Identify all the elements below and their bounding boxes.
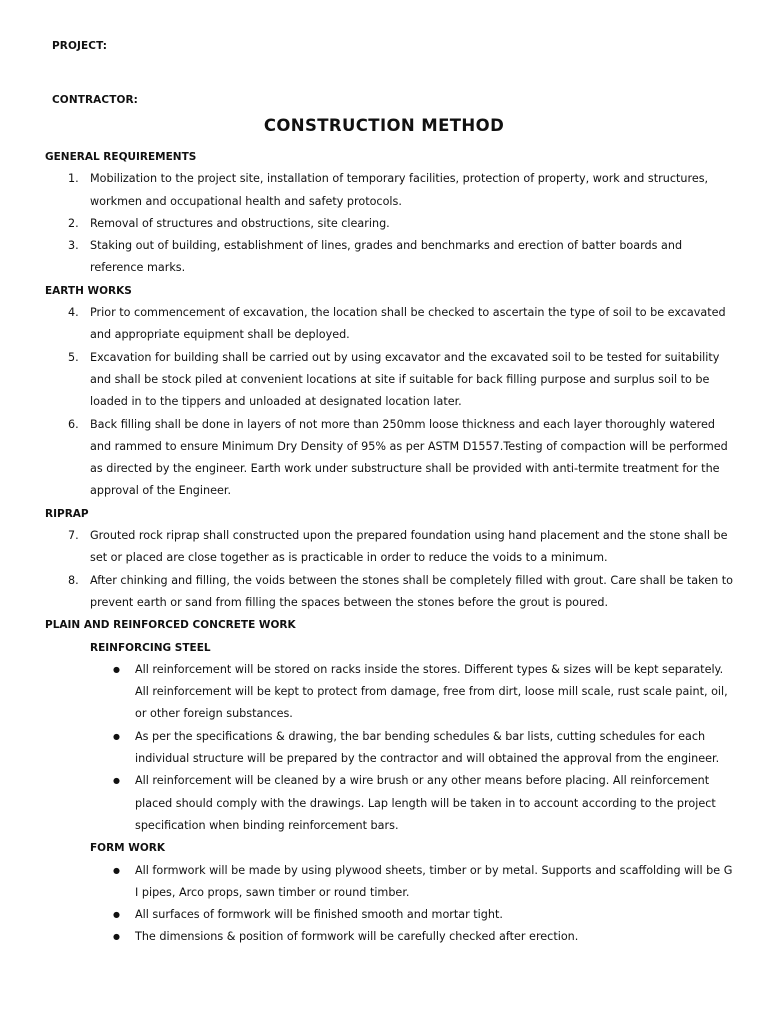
item-number: 2. [68,216,79,230]
bullet-icon: ● [113,865,120,875]
section-heading-riprap: RIPRAP [45,507,89,520]
item-number: 6. [68,417,79,431]
item-text: After chinking and filling, the voids between the stones shall be completely filled with grout. Care shall be taken to prevent earth or sand from filling the spaces between the stones before the grout is poured. [90,573,733,609]
bullet-item [45,926,735,948]
item-text: The dimensions & position of formwork will be carefully checked after erection. [135,930,579,944]
bullet-item [45,770,735,837]
item-text: Back filling shall be done in layers of not more than 250mm loose thickness and each layer thoroughly watered and rammed to ensure Minimum Dry Density of 95% as per ASTM D1557.Testing of compaction will be performed as directed by the engineer. Earth work under substructure shall be provided with anti-termite treatment for the approval of the Engineer. [90,417,728,498]
item-number: 3. [68,239,79,253]
item-text: All reinforcement will be stored on racks inside the stores. Different types & sizes will be kept separately. All reinforcement will be kept to protect from damage, free from dirt, loose mill scale, rust scale paint, oil, or other foreign substances. [135,662,728,721]
item-text: All surfaces of formwork will be finished smooth and mortar tight. [135,908,503,922]
bullet-icon: ● [113,776,120,786]
item-number: 4. [68,306,79,320]
numbered-item [45,168,735,213]
bullet-item [45,659,735,726]
numbered-item [45,347,735,414]
bullet-icon: ● [113,731,120,741]
item-text: Staking out of building, establishment of lines, grades and benchmarks and erection of batter boards and reference marks. [90,239,683,275]
item-text: As per the specifications & drawing, the bar bending schedules & bar lists, cutting schedules for each individual structure will be prepared by the contractor and will obtained the approval from the engineer. [135,729,720,766]
numbered-item [45,570,735,615]
section-heading-earth-works: EARTH WORKS [45,284,132,297]
bullet-icon: ● [113,664,120,674]
numbered-item [45,235,735,280]
bullet-item [45,860,735,905]
item-text: Removal of structures and obstructions, site clearing. [90,216,390,230]
section-heading-general-requirements: GENERAL REQUIREMENTS [45,151,197,163]
item-text: All formwork will be made by using plywood sheets, timber or by metal. Supports and scaffolding will be G I pipes, Arco props, sawn timber or round timber. [135,863,733,899]
item-text: Grouted rock riprap shall constructed upon the prepared foundation using hand placement and the stone shall be set or placed are close together as is practicable in order to reduce the voids to a minimum. [90,529,728,565]
document-title: CONSTRUCTION METHOD [263,116,505,135]
item-text: All reinforcement will be cleaned by a wire brush or any other means before placing. All reinforcement placed should comply with the drawings. Lap length will be taken in to account according to the project specification when binding reinforcement bars. [135,774,716,832]
bullet-icon: ● [113,910,120,920]
document-body [45,146,735,949]
project-label: PROJECT: [52,40,108,52]
bullet-item [45,726,735,771]
bullet-item [45,904,735,926]
numbered-item [45,302,735,347]
bullet-icon: ● [113,932,120,942]
item-number: 1. [68,172,79,186]
section-heading-concrete-work: PLAIN AND REINFORCED CONCRETE WORK [45,619,296,632]
numbered-item [45,213,735,235]
item-number: 5. [68,350,79,364]
item-number: 8. [68,573,79,587]
subsection-heading-form-work: FORM WORK [90,842,166,855]
item-number: 7. [68,529,79,543]
subsection-heading-reinforcing-steel: REINFORCING STEEL [90,641,211,654]
numbered-item [45,414,735,503]
item-text: Excavation for building shall be carried out by using excavator and the excavated soil to be tested for suitability and shall be stock piled at convenient locations at site if suitable for back filling purpose and surplus soil to be loaded in to the tippers and unloaded at designated location later. [90,350,720,409]
contractor-label: CONTRACTOR: [52,94,138,106]
numbered-item [45,525,735,570]
item-text: Prior to commencement of excavation, the location shall be checked to ascertain the type of soil to be excavated and appropriate equipment shall be deployed. [90,306,726,342]
item-text: Mobilization to the project site, installation of temporary facilities, protection of property, work and structures, workmen and occupational health and safety protocols. [90,172,709,208]
